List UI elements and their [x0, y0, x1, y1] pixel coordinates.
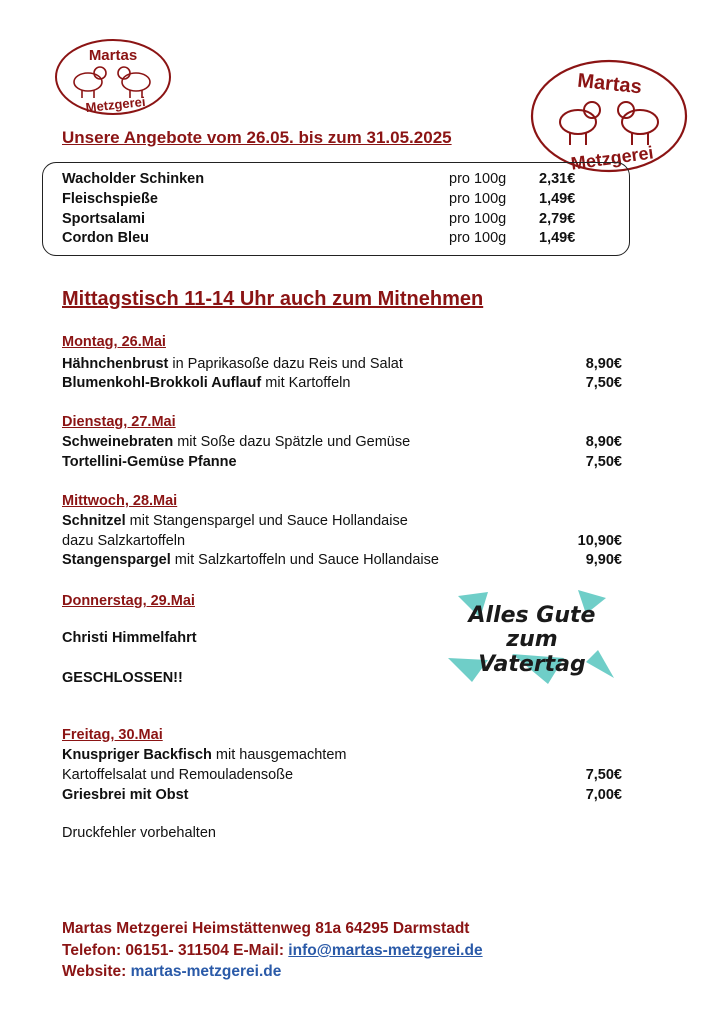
dish-desc: mit Soße dazu Spätzle und Gemüse — [173, 434, 411, 450]
website-link[interactable]: martas-metzgerei.de — [130, 963, 282, 980]
brand-logo-large — [528, 56, 690, 176]
offer-name: Cordon Bleu — [62, 230, 149, 246]
offer-row — [62, 211, 602, 231]
dish-line — [62, 767, 622, 783]
offer-unit: pro 100g — [449, 171, 507, 187]
logo-large-line2: Metzgerei — [569, 142, 655, 174]
footer-website — [62, 963, 281, 981]
dish-desc: mit Kartoffeln — [261, 375, 351, 391]
closed-note: GESCHLOSSEN!! — [62, 670, 183, 686]
dish-line — [62, 533, 622, 549]
dish-price: 10,90€ — [577, 533, 622, 549]
dish-desc: Kartoffelsalat und Remouladensoße — [62, 767, 294, 783]
vatertag-graphic — [428, 588, 634, 692]
dish-line — [62, 552, 622, 568]
offer-unit: pro 100g — [449, 191, 507, 207]
dish-name: Knuspriger Backfisch — [62, 747, 212, 763]
day-title-mittwoch: Mittwoch, 28.Mai — [62, 493, 178, 509]
day-title-dienstag: Dienstag, 27.Mai — [62, 414, 176, 430]
offer-name: Wacholder Schinken — [62, 171, 205, 187]
footer-contact — [62, 942, 483, 960]
offer-name: Fleischspieße — [62, 191, 158, 207]
offer-row — [62, 191, 602, 211]
vatertag-line1: Alles Gute — [468, 603, 596, 628]
website-label: Website: — [62, 963, 131, 980]
logo-small-line1: Martas — [88, 47, 138, 64]
dish-name: Blumenkohl-Brokkoli Auflauf — [62, 375, 262, 391]
offer-price: 1,49€ — [539, 230, 576, 246]
vatertag-line3: Vatertag — [478, 652, 586, 677]
dish-line — [62, 375, 622, 391]
dish-line — [62, 454, 622, 470]
dish-price: 7,50€ — [585, 767, 622, 783]
offer-unit: pro 100g — [449, 211, 507, 227]
day-title-freitag: Freitag, 30.Mai — [62, 727, 163, 743]
vatertag-line2: zum — [506, 627, 558, 652]
dish-price: 7,00€ — [585, 787, 622, 803]
dish-price: 7,50€ — [585, 375, 622, 391]
disclaimer: Druckfehler vorbehalten — [62, 825, 216, 841]
dish-line — [62, 434, 622, 450]
dish-price: 8,90€ — [585, 356, 622, 372]
dish-name: Hähnchenbrust — [62, 356, 169, 372]
dish-desc: dazu Salzkartoffeln — [62, 533, 186, 549]
offer-price: 2,31€ — [539, 171, 576, 187]
dish-desc: mit Salzkartoffeln und Sauce Hollandaise — [170, 552, 439, 568]
dish-name: Schnitzel — [62, 513, 126, 529]
dish-line — [62, 787, 622, 803]
logo-large-line1: Martas — [576, 69, 643, 99]
logo-small-line2: Metzgerei — [84, 93, 147, 116]
footer-address: Martas Metzgerei Heimstättenweg 81a 64295 Darmstadt — [62, 920, 470, 937]
offer-price: 2,79€ — [539, 211, 576, 227]
dish-name: Griesbrei mit Obst — [62, 787, 189, 803]
dish-desc: mit Stangenspargel und Sauce Hollandaise — [125, 513, 408, 529]
offer-unit: pro 100g — [449, 230, 507, 246]
day-title-montag: Montag, 26.Mai — [62, 334, 166, 350]
brand-logo-small — [52, 36, 174, 118]
offer-row — [62, 230, 602, 250]
dish-desc: mit hausgemachtem — [211, 747, 347, 763]
dish-price: 8,90€ — [585, 434, 622, 450]
offers-title: Unsere Angebote vom 26.05. bis zum 31.05.2025 — [62, 128, 452, 147]
day-title-donnerstag: Donnerstag, 29.Mai — [62, 593, 195, 609]
dish-line — [62, 513, 622, 529]
dish-line — [62, 356, 622, 372]
offer-row — [62, 171, 602, 191]
dish-desc: in Paprikasoße dazu Reis und Salat — [168, 356, 403, 372]
footer-phone: Telefon: 06151- 311504 E-Mail: — [62, 942, 289, 959]
dish-price: 7,50€ — [585, 454, 622, 470]
dish-price: 9,90€ — [585, 552, 622, 568]
holiday-note: Christi Himmelfahrt — [62, 630, 197, 646]
dish-name: Tortellini-Gemüse Pfanne — [62, 454, 237, 470]
offer-price: 1,49€ — [539, 191, 576, 207]
mittagstisch-title: Mittagstisch 11-14 Uhr auch zum Mitnehmen — [62, 288, 484, 310]
dish-line — [62, 747, 622, 763]
dish-name: Schweinebraten — [62, 434, 174, 450]
email-link[interactable]: info@martas-metzgerei.de — [288, 942, 483, 959]
dish-name: Stangenspargel — [62, 552, 171, 568]
offer-name: Sportsalami — [62, 211, 145, 227]
